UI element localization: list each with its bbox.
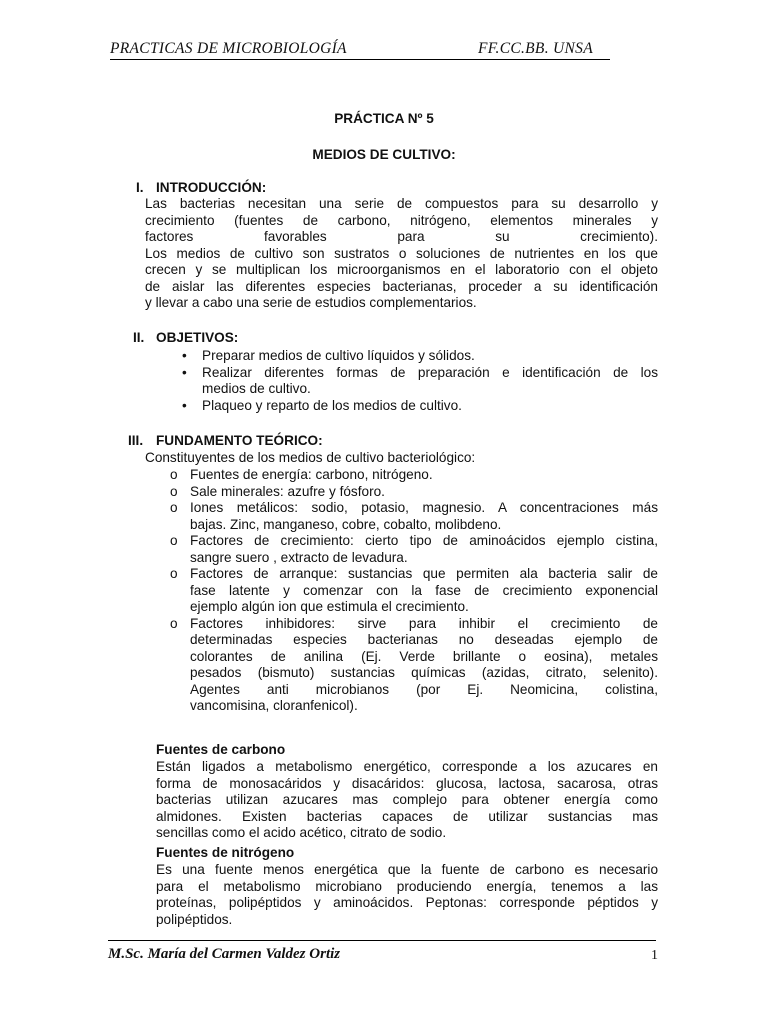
text-line: medios de cultivo. (202, 381, 311, 396)
header-course: PRACTICAS DE MICROBIOLOGÍA (110, 40, 347, 57)
text-line: vancomisina, cloranfenicol). (190, 698, 358, 713)
list-item (166, 616, 658, 715)
text-line: Están ligados a metabolismo energético, corresponde a los azucares en (156, 759, 658, 774)
list-item (178, 398, 658, 415)
list-item (178, 348, 658, 365)
intro-paragraph (145, 196, 658, 312)
text-line: proteínas, polipéptidos y aminoácidos. Peptonas: corresponde péptidos y (156, 895, 658, 910)
text-line: Sale minerales: azufre y fósforo. (190, 483, 385, 499)
text-line: bajas. Zinc, manganeso, cobre, cobalto, molibdeno. (190, 516, 502, 532)
text-line: Es una fuente menos energética que la fuente de carbono es necesario (156, 862, 658, 877)
text-line: Factores inhibidores: sirve para inhibir el crecimiento de (190, 615, 658, 631)
text-line: polipéptidos. (156, 911, 233, 927)
text-line: pesados (bismuto) sustancias químicas (azidas, citrato, selenito). (190, 665, 658, 680)
fundamento-intro: Constituyentes de los medios de cultivo bacteriológico: (145, 450, 476, 465)
text-line: factores favorables para su crecimiento). (145, 229, 658, 244)
text-line: y llevar a cabo una serie de estudios complementarios. (145, 295, 477, 310)
text-line: Fuentes de energía: carbono, nitrógeno. (190, 467, 433, 482)
section-heading-objetivos (133, 330, 238, 347)
text-line: fase latente y comenzar con la fase de crecimiento exponencial (190, 582, 658, 598)
text-line: crecimiento (fuentes de carbono, nitrógeno, elementos minerales y (145, 212, 658, 228)
text-line: almidones. Existen bacterias capaces de utilizar sustancias mas (156, 808, 658, 824)
bullet-icon: o (170, 615, 178, 631)
section-heading-intro (136, 180, 266, 197)
page-number: 1 (651, 948, 658, 963)
bullet-icon: o (170, 467, 178, 482)
text-line: sangre suero , extracto de levadura. (190, 549, 408, 565)
text-line: sencillas como el acido acético, citrato de sodio. (156, 825, 447, 840)
text-line: bacterias utilizan azucares mas complejo para obtener energía como (156, 792, 658, 807)
bullet-icon: o (170, 566, 178, 581)
nitrogeno-heading: Fuentes de nitrógeno (156, 845, 295, 860)
footer-rule (108, 940, 656, 941)
practice-title: PRÁCTICA Nº 5 (334, 111, 434, 126)
text-line: de aislar las diferentes especies bacterianas, proceder a su identificación (145, 278, 658, 294)
section-title: FUNDAMENTO TEÓRICO: (156, 433, 323, 448)
text-line: Realizar diferentes formas de preparación e identificación de los (202, 364, 658, 380)
section-heading-fundamento (128, 433, 323, 450)
carbono-heading: Fuentes de carbono (156, 742, 286, 757)
objetivos-list (178, 348, 658, 414)
nitrogeno-paragraph (156, 862, 658, 928)
text-line: para el metabolismo microbiano produciendo energía, tenemos a las (156, 878, 658, 894)
text-line: Factores de arranque: sustancias que permiten ala bacteria salir de (190, 566, 658, 581)
header-underline (110, 59, 610, 60)
text-line: Las bacterias necesitan una serie de compuestos para su desarrollo y (145, 196, 658, 211)
text-line: crecen y se multiplican los microorganismos en el laboratorio con el objeto (145, 262, 658, 277)
text-line: determinadas especies bacterianas no deseadas ejemplo de (190, 632, 658, 647)
bullet-icon: • (182, 397, 187, 413)
list-item (166, 467, 658, 484)
list-item (166, 533, 658, 566)
text-line: Preparar medios de cultivo líquidos y sólidos. (202, 348, 475, 363)
text-line: Factores de crecimiento: cierto tipo de aminoácidos ejemplo cistina, (190, 533, 658, 548)
section-number: III. (128, 433, 144, 448)
list-item (166, 500, 658, 533)
text-line: Los medios de cultivo son sustratos o soluciones de nutrientes en los que (145, 245, 658, 261)
practice-subtitle: MEDIOS DE CULTIVO: (312, 147, 456, 162)
section-title: OBJETIVOS: (156, 330, 239, 345)
text-line: Plaqueo y reparto de los medios de cultivo. (202, 397, 462, 413)
text-line: colorantes de anilina (Ej. Verde brillante o eosina), metales (190, 648, 658, 664)
bullet-icon: • (182, 364, 187, 380)
section-number: I. (136, 180, 144, 195)
fundamento-list (166, 467, 658, 715)
list-item (178, 365, 658, 398)
text-line: Iones metálicos: sodio, potasio, magnesio. A concentraciones más (190, 500, 658, 515)
bullet-icon: o (170, 500, 178, 515)
bullet-icon: o (170, 483, 178, 499)
page-footer (108, 946, 658, 968)
text-line: Agentes anti microbianos (por Ej. Neomicina, colistina, (190, 681, 658, 697)
carbono-paragraph (156, 759, 658, 842)
bullet-icon: • (182, 348, 187, 363)
list-item (166, 484, 658, 501)
text-line: ejemplo algún ion que estimula el crecimiento. (190, 599, 469, 614)
section-title: INTRODUCCIÓN: (156, 180, 267, 195)
section-number: II. (133, 330, 145, 345)
text-line: forma de monosacáridos y disacáridos: glucosa, lactosa, sacarosa, otras (156, 775, 658, 791)
header-faculty: FF.CC.BB. UNSA (478, 40, 594, 57)
list-item (166, 566, 658, 616)
bullet-icon: o (170, 533, 178, 548)
footer-author: M.Sc. María del Carmen Valdez Ortiz (108, 946, 341, 962)
